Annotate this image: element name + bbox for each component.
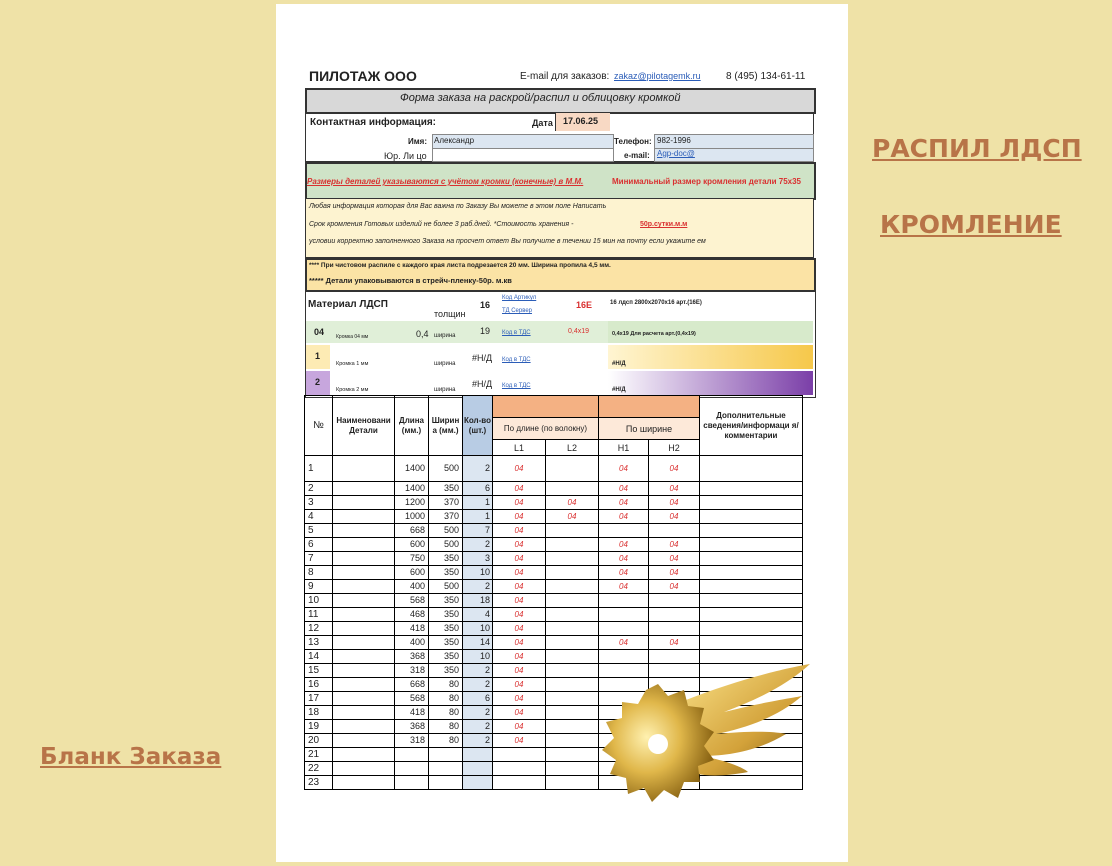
edge-h2-cell[interactable]: [649, 622, 700, 636]
header-length: Длина (мм.): [395, 396, 429, 456]
material-label: Материал ЛДСП: [308, 299, 388, 310]
edge-l2-cell[interactable]: [546, 762, 599, 776]
edge-l2-cell[interactable]: [546, 482, 599, 496]
qty-cell[interactable]: 6: [463, 692, 493, 706]
link-raspil-ldsp[interactable]: РАСПИЛ ЛДСП: [872, 134, 1082, 163]
row-number-cell[interactable]: 9: [305, 580, 333, 594]
warning-dimensions: Размеры деталей указываются с учётом кромки (конечные) в М.М.: [307, 177, 584, 186]
edge04-width-label: ширина: [434, 333, 456, 339]
edge-l1-cell[interactable]: 04: [493, 580, 546, 594]
part-name-cell[interactable]: [333, 664, 395, 678]
width-cell[interactable]: 500: [429, 524, 463, 538]
qty-cell[interactable]: 2: [463, 664, 493, 678]
table-row: [305, 538, 803, 552]
edge-l2-cell[interactable]: [546, 720, 599, 734]
length-cell[interactable]: 468: [395, 608, 429, 622]
part-name-cell[interactable]: [333, 524, 395, 538]
row-number-cell[interactable]: 6: [305, 538, 333, 552]
row-number-cell[interactable]: 23: [305, 776, 333, 790]
table-row: [305, 566, 803, 580]
edge-h1-cell[interactable]: 04: [599, 580, 649, 594]
edge-l1-cell[interactable]: 04: [493, 734, 546, 748]
warning-min-size: Минимальный размер кромления детали 75x35: [612, 177, 801, 186]
header-across-label: По ширине: [599, 418, 700, 440]
edge04-code: 0,4x19: [568, 328, 590, 335]
edge-h2-cell[interactable]: 04: [649, 482, 700, 496]
width-cell[interactable]: 80: [429, 706, 463, 720]
edge-l1-cell[interactable]: 04: [493, 524, 546, 538]
material-code: 16E: [576, 300, 593, 310]
comment-cell[interactable]: [700, 496, 803, 510]
edge-l1-cell[interactable]: [493, 748, 546, 762]
length-cell[interactable]: [395, 748, 429, 762]
row-number-cell[interactable]: 20: [305, 734, 333, 748]
edge-h2-cell[interactable]: 04: [649, 566, 700, 580]
comment-cell[interactable]: [700, 524, 803, 538]
width-cell[interactable]: 500: [429, 456, 463, 482]
company-name: ПИЛОТАЖ ООО: [309, 68, 417, 84]
date-value: 17.06.25: [563, 116, 599, 126]
row-number-cell[interactable]: 17: [305, 692, 333, 706]
width-cell[interactable]: 350: [429, 566, 463, 580]
header-name: Наименовани Детали: [333, 396, 395, 456]
edge-h1-cell[interactable]: 04: [599, 552, 649, 566]
part-name-cell[interactable]: [333, 580, 395, 594]
row-number-cell[interactable]: 14: [305, 650, 333, 664]
edge-h1-cell[interactable]: 04: [599, 538, 649, 552]
header-no: №: [305, 396, 333, 456]
edge2-code-link[interactable]: Код в ТДС: [502, 383, 531, 389]
edge-h2-cell[interactable]: 04: [649, 580, 700, 594]
width-cell[interactable]: 80: [429, 720, 463, 734]
width-cell[interactable]: 350: [429, 482, 463, 496]
part-name-cell[interactable]: [333, 706, 395, 720]
width-cell[interactable]: 350: [429, 608, 463, 622]
edge-h2-cell[interactable]: [649, 594, 700, 608]
table-row: [305, 608, 803, 622]
edge-h1-cell[interactable]: [599, 622, 649, 636]
qty-cell[interactable]: 6: [463, 482, 493, 496]
edge-l1-cell[interactable]: 04: [493, 650, 546, 664]
mail-label: e-mail:: [624, 151, 650, 160]
edge-l1-cell[interactable]: [493, 762, 546, 776]
width-cell[interactable]: 350: [429, 636, 463, 650]
comment-cell[interactable]: [700, 622, 803, 636]
header-l2: L2: [546, 440, 599, 456]
qty-cell[interactable]: 2: [463, 734, 493, 748]
edge04-label: Кромка 04 мм: [336, 334, 369, 340]
edge-l2-cell[interactable]: [546, 566, 599, 580]
code-article-link[interactable]: Код Артикул: [502, 295, 537, 301]
qty-cell[interactable]: [463, 762, 493, 776]
part-name-cell[interactable]: [333, 538, 395, 552]
part-name-cell[interactable]: [333, 456, 395, 482]
comment-cell[interactable]: [700, 510, 803, 524]
edge-l2-cell[interactable]: [546, 692, 599, 706]
length-cell[interactable]: 600: [395, 538, 429, 552]
length-cell[interactable]: 1400: [395, 482, 429, 496]
length-cell[interactable]: 368: [395, 720, 429, 734]
row-number-cell[interactable]: 1: [305, 456, 333, 482]
edge-h2-cell[interactable]: 04: [649, 456, 700, 482]
edge-l2-cell[interactable]: 04: [546, 496, 599, 510]
qty-cell[interactable]: [463, 776, 493, 790]
header-width: Ширин а (мм.): [429, 396, 463, 456]
length-cell[interactable]: 1000: [395, 510, 429, 524]
link-blank-zakaza[interactable]: Бланк Заказа: [40, 744, 222, 770]
length-cell[interactable]: 668: [395, 524, 429, 538]
part-name-cell[interactable]: [333, 608, 395, 622]
table-row: [305, 622, 803, 636]
row-number-cell[interactable]: 3: [305, 496, 333, 510]
width-cell[interactable]: 350: [429, 594, 463, 608]
part-name-cell[interactable]: [333, 496, 395, 510]
org-label: Юр. Ли цо: [384, 151, 427, 161]
edge-l2-cell[interactable]: [546, 706, 599, 720]
edge-l1-cell[interactable]: 04: [493, 496, 546, 510]
header-h1: H1: [599, 440, 649, 456]
edge-l1-cell[interactable]: 04: [493, 664, 546, 678]
header-along: [493, 396, 599, 418]
edge2-label: Кромка 2 мм: [336, 387, 369, 393]
edge04-code-link[interactable]: Код в ТДС: [502, 330, 531, 336]
info-line-1: Любая информация которая для Вас важна по Заказу Вы можете в этом поле Написать: [309, 203, 607, 210]
row-number-cell[interactable]: 22: [305, 762, 333, 776]
note-packing: ***** Детали упаковываются в стрейч-пленку-50р. м.кв: [309, 276, 512, 285]
edge-h2-cell[interactable]: [649, 524, 700, 538]
edge-h1-cell[interactable]: 04: [599, 496, 649, 510]
row-number-cell[interactable]: 21: [305, 748, 333, 762]
edge-l2-cell[interactable]: [546, 538, 599, 552]
length-cell[interactable]: 400: [395, 580, 429, 594]
edge04-desc: 0,4x19 Для расчета арт.(0,4x19): [612, 331, 696, 337]
edge-l1-cell[interactable]: 04: [493, 482, 546, 496]
date-label: Дата: [532, 118, 553, 128]
row-number-cell[interactable]: 4: [305, 510, 333, 524]
part-name-cell[interactable]: [333, 482, 395, 496]
table-row: [305, 524, 803, 538]
header-extra: Дополнительные сведения/информаци я/ комментарии: [700, 396, 803, 456]
edge-l1-cell[interactable]: 04: [493, 622, 546, 636]
table-row: [305, 496, 803, 510]
edge2-desc: #Н/Д: [612, 387, 626, 393]
comment-cell[interactable]: [700, 566, 803, 580]
edge2-width: #Н/Д: [472, 379, 493, 389]
row-number-cell[interactable]: 11: [305, 608, 333, 622]
name-value: Александр: [434, 136, 475, 145]
header-along-label: По длине (по волокну): [493, 418, 599, 440]
edge-h2-cell[interactable]: 04: [649, 636, 700, 650]
length-cell[interactable]: 668: [395, 678, 429, 692]
edge-h1-cell[interactable]: 04: [599, 482, 649, 496]
edge-h2-cell[interactable]: 04: [649, 510, 700, 524]
qty-cell[interactable]: 7: [463, 524, 493, 538]
edge-l2-cell[interactable]: [546, 664, 599, 678]
row-number-cell[interactable]: 15: [305, 664, 333, 678]
table-row: [305, 510, 803, 524]
row-number-cell[interactable]: 13: [305, 636, 333, 650]
edge-h1-cell[interactable]: 04: [599, 510, 649, 524]
length-cell[interactable]: 418: [395, 706, 429, 720]
length-cell[interactable]: 368: [395, 650, 429, 664]
width-cell[interactable]: [429, 748, 463, 762]
row-number-cell[interactable]: 18: [305, 706, 333, 720]
comment-cell[interactable]: [700, 580, 803, 594]
qty-cell[interactable]: 10: [463, 622, 493, 636]
edge2-gradient: [608, 371, 813, 395]
edge1-num: 1: [315, 351, 321, 361]
table-row: [305, 456, 803, 482]
thickness-label: толщин: [434, 309, 466, 319]
row-number-cell[interactable]: 10: [305, 594, 333, 608]
table-row: [305, 580, 803, 594]
comment-cell[interactable]: [700, 636, 803, 650]
part-name-cell[interactable]: [333, 566, 395, 580]
comment-cell[interactable]: [700, 456, 803, 482]
email-link[interactable]: zakaz@pilotagemk.ru: [614, 71, 701, 81]
note-saw-cut: **** При чистовом распиле с каждого края листа подрезается 20 мм. Ширина пропила 4,5 мм.: [309, 262, 611, 269]
row-number-cell[interactable]: 12: [305, 622, 333, 636]
edge-l2-cell[interactable]: [546, 776, 599, 790]
qty-cell[interactable]: 18: [463, 594, 493, 608]
table-row: [305, 482, 803, 496]
row-number-cell[interactable]: 16: [305, 678, 333, 692]
width-cell[interactable]: 80: [429, 734, 463, 748]
material-desc: 16 лдсп 2800x2070x16 арт.(16E): [610, 300, 702, 306]
qty-cell[interactable]: 1: [463, 496, 493, 510]
length-cell[interactable]: [395, 762, 429, 776]
edge-l2-cell[interactable]: [546, 636, 599, 650]
edge1-width-label: ширина: [434, 361, 456, 367]
edge04-num: 04: [314, 327, 325, 337]
width-cell[interactable]: 80: [429, 678, 463, 692]
width-cell[interactable]: 500: [429, 538, 463, 552]
qty-cell[interactable]: 14: [463, 636, 493, 650]
edge-l2-cell[interactable]: [546, 650, 599, 664]
qty-cell[interactable]: 10: [463, 566, 493, 580]
width-cell[interactable]: 350: [429, 552, 463, 566]
edge-h2-cell[interactable]: 04: [649, 496, 700, 510]
qty-cell[interactable]: 2: [463, 456, 493, 482]
edge-h2-cell[interactable]: 04: [649, 538, 700, 552]
edge-h2-cell[interactable]: 04: [649, 552, 700, 566]
td-server-link[interactable]: ТД Сервер: [502, 308, 532, 314]
edge-h1-cell[interactable]: 04: [599, 456, 649, 482]
edge-l1-cell[interactable]: 04: [493, 720, 546, 734]
part-name-cell[interactable]: [333, 650, 395, 664]
qty-cell[interactable]: 2: [463, 538, 493, 552]
width-cell[interactable]: 370: [429, 496, 463, 510]
width-cell[interactable]: [429, 762, 463, 776]
qty-cell[interactable]: [463, 748, 493, 762]
qty-cell[interactable]: 4: [463, 608, 493, 622]
header-l1: L1: [493, 440, 546, 456]
contact-label: Контактная информация:: [310, 117, 437, 128]
width-cell[interactable]: 370: [429, 510, 463, 524]
edge-l1-cell[interactable]: 04: [493, 566, 546, 580]
mail-value[interactable]: Agp-doc@: [657, 149, 695, 158]
edge-l2-cell[interactable]: [546, 678, 599, 692]
edge04-width: 19: [480, 326, 491, 336]
comment-cell[interactable]: [700, 538, 803, 552]
email-label: E-mail для заказов:: [520, 71, 610, 82]
edge-l1-cell[interactable]: 04: [493, 692, 546, 706]
tel-value: 982-1996: [657, 136, 691, 145]
edge-h1-cell[interactable]: [599, 608, 649, 622]
edge-l1-cell[interactable]: 04: [493, 706, 546, 720]
edge-l2-cell[interactable]: [546, 552, 599, 566]
edge-l2-cell[interactable]: [546, 580, 599, 594]
edge-h2-cell[interactable]: [649, 608, 700, 622]
edge-h1-cell[interactable]: 04: [599, 636, 649, 650]
edge-l2-cell[interactable]: [546, 622, 599, 636]
gold-saw-wing-logo: [596, 660, 814, 810]
edge-l1-cell[interactable]: 04: [493, 538, 546, 552]
edge1-label: Кромка 1 мм: [336, 361, 369, 367]
edge04-thickness: 0,4: [416, 329, 429, 339]
length-cell[interactable]: 318: [395, 664, 429, 678]
edge-l2-cell[interactable]: [546, 524, 599, 538]
part-name-cell[interactable]: [333, 510, 395, 524]
width-cell[interactable]: 350: [429, 650, 463, 664]
tel-label: Телефон:: [614, 137, 652, 146]
qty-cell[interactable]: 2: [463, 580, 493, 594]
width-cell[interactable]: 500: [429, 580, 463, 594]
length-cell[interactable]: 400: [395, 636, 429, 650]
edge-l1-cell[interactable]: 04: [493, 456, 546, 482]
comment-cell[interactable]: [700, 552, 803, 566]
link-kromlenie[interactable]: КРОМЛЕНИЕ: [880, 210, 1062, 239]
length-cell[interactable]: 318: [395, 734, 429, 748]
part-name-cell[interactable]: [333, 594, 395, 608]
edge-l1-cell[interactable]: 04: [493, 510, 546, 524]
comment-cell[interactable]: [700, 594, 803, 608]
info-line-2: Срок кромления Готовых изделий не более 3 раб.дней. *Стоимость хранения -: [309, 221, 574, 228]
part-name-cell[interactable]: [333, 692, 395, 706]
header-h2: H2: [649, 440, 700, 456]
length-cell[interactable]: 1200: [395, 496, 429, 510]
part-name-cell[interactable]: [333, 552, 395, 566]
table-row: [305, 636, 803, 650]
edge-h1-cell[interactable]: [599, 594, 649, 608]
edge2-num: 2: [315, 377, 321, 387]
edge-l2-cell[interactable]: [546, 456, 599, 482]
part-name-cell[interactable]: [333, 636, 395, 650]
edge-l1-cell[interactable]: 04: [493, 636, 546, 650]
width-cell[interactable]: [429, 776, 463, 790]
edge-l1-cell[interactable]: 04: [493, 552, 546, 566]
edge-l2-cell[interactable]: [546, 734, 599, 748]
qty-cell[interactable]: 2: [463, 706, 493, 720]
info-line-3: условии корректно заполненного Заказа на просчет ответ Вы получите в течении 15 мин на почту если укажите ем: [309, 238, 706, 245]
length-cell[interactable]: 418: [395, 622, 429, 636]
phone-number: 8 (495) 134-61-11: [726, 71, 806, 82]
table-row: [305, 552, 803, 566]
part-name-cell[interactable]: [333, 622, 395, 636]
row-number-cell[interactable]: 5: [305, 524, 333, 538]
part-name-cell[interactable]: [333, 762, 395, 776]
org-field[interactable]: [432, 148, 614, 162]
width-cell[interactable]: 80: [429, 692, 463, 706]
edge-l1-cell[interactable]: [493, 776, 546, 790]
edge-l1-cell[interactable]: 04: [493, 678, 546, 692]
qty-cell[interactable]: 10: [463, 650, 493, 664]
edge-h1-cell[interactable]: 04: [599, 566, 649, 580]
edge1-code-link[interactable]: Код в ТДС: [502, 357, 531, 363]
part-name-cell[interactable]: [333, 720, 395, 734]
part-name-cell[interactable]: [333, 678, 395, 692]
form-title: Форма заказа на раскрой/распил и облицовку кромкой: [400, 92, 681, 104]
edge1-desc: #Н/Д: [612, 361, 626, 367]
width-cell[interactable]: 350: [429, 664, 463, 678]
edge-l2-cell[interactable]: [546, 748, 599, 762]
qty-cell[interactable]: 3: [463, 552, 493, 566]
edge1-width: #Н/Д: [472, 353, 493, 363]
edge1-gradient: [608, 345, 813, 369]
edge-l2-cell[interactable]: [546, 608, 599, 622]
length-cell[interactable]: 750: [395, 552, 429, 566]
edge-l2-cell[interactable]: 04: [546, 510, 599, 524]
length-cell[interactable]: 568: [395, 594, 429, 608]
length-cell[interactable]: 1400: [395, 456, 429, 482]
edge-l1-cell[interactable]: 04: [493, 594, 546, 608]
table-row: [305, 594, 803, 608]
qty-cell[interactable]: 2: [463, 720, 493, 734]
row-number-cell[interactable]: 8: [305, 566, 333, 580]
thickness-value: 16: [480, 300, 491, 310]
comment-cell[interactable]: [700, 608, 803, 622]
edge-l2-cell[interactable]: [546, 594, 599, 608]
info-storage-price: 50р.сутки.м.м: [640, 221, 688, 228]
edge-l1-cell[interactable]: 04: [493, 608, 546, 622]
qty-cell[interactable]: 2: [463, 678, 493, 692]
length-cell[interactable]: 600: [395, 566, 429, 580]
header-qty: Кол-во (шт.): [463, 396, 493, 456]
comment-cell[interactable]: [700, 482, 803, 496]
header-across-bar: [599, 396, 700, 418]
part-name-cell[interactable]: [333, 734, 395, 748]
width-cell[interactable]: 350: [429, 622, 463, 636]
length-cell[interactable]: [395, 776, 429, 790]
length-cell[interactable]: 568: [395, 692, 429, 706]
edge-h1-cell[interactable]: [599, 524, 649, 538]
edge2-width-label: ширина: [434, 387, 456, 393]
row-number-cell[interactable]: 19: [305, 720, 333, 734]
row-number-cell[interactable]: 2: [305, 482, 333, 496]
row-number-cell[interactable]: 7: [305, 552, 333, 566]
part-name-cell[interactable]: [333, 776, 395, 790]
name-label: Имя:: [408, 137, 427, 146]
part-name-cell[interactable]: [333, 748, 395, 762]
qty-cell[interactable]: 1: [463, 510, 493, 524]
